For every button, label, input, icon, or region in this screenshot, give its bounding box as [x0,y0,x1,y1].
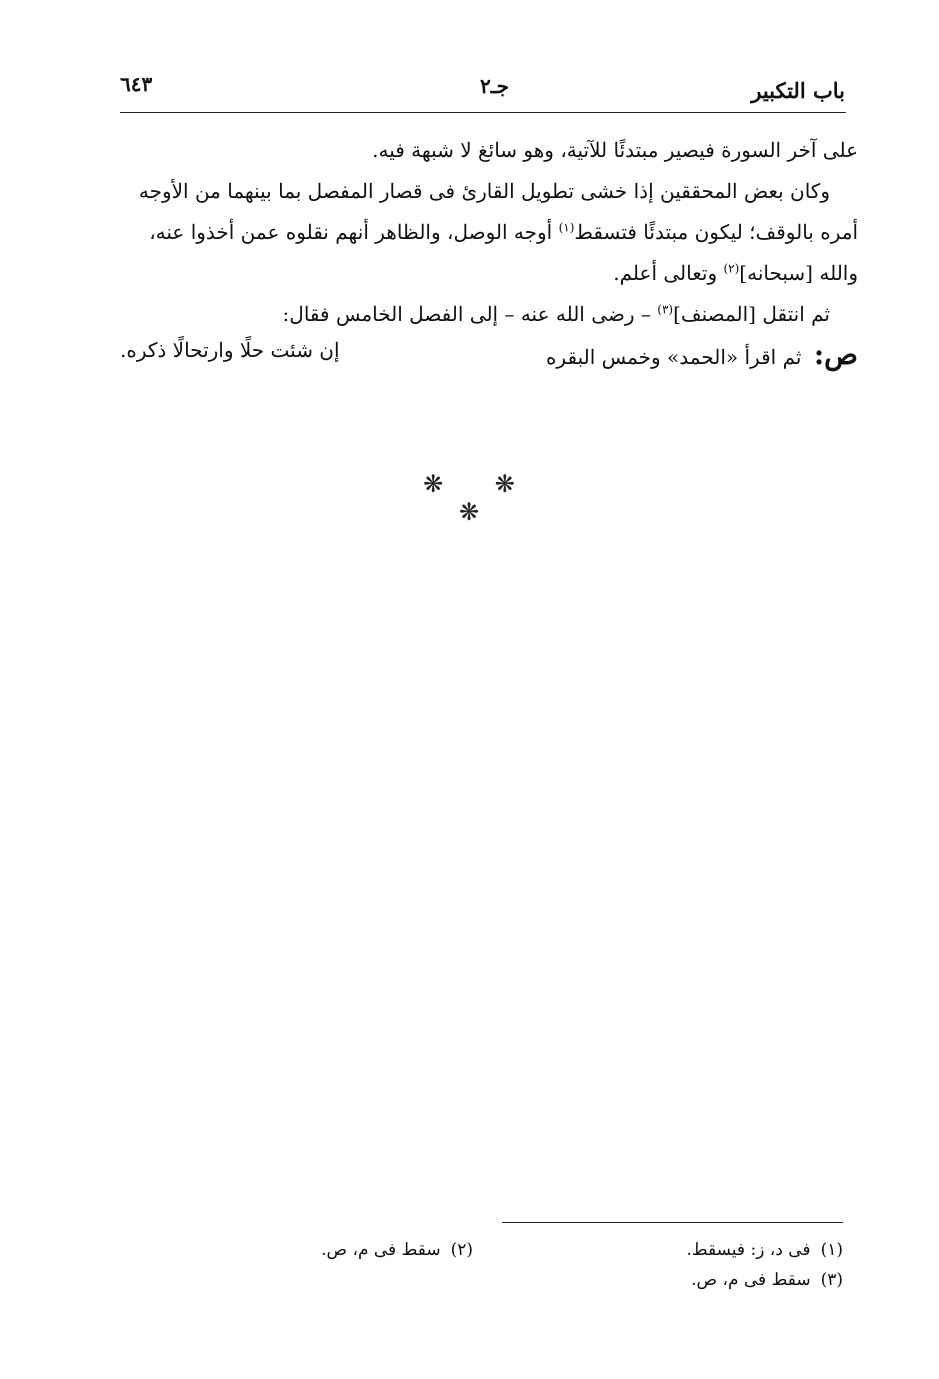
footnote-text: فى د، ز: فيسقط. [686,1240,811,1260]
footnote-number: (٣) [820,1270,843,1290]
verse-first-hemistich: ثم اقرأ «الحمد» وخمس البقره [545,345,802,369]
footnote-3 [691,1270,843,1290]
footnote-text: سقط فى م، ص. [321,1240,441,1260]
verse-marker: ص: [813,338,858,371]
text-line-1: على آخر السورة فيصير مبتدئًا للآتية، وهو سائغ لا شبهة فيه. [372,138,858,162]
text-segment: أوجه الوصل، والظاهر أنهم نقلوه عمن أخذوا عنه، [149,220,559,244]
verse-line [120,338,858,382]
text-segment: ثم انتقل [المصنف] [673,302,830,326]
page-number: ٦٤٣ [120,72,153,96]
footnote-rule [502,1222,843,1223]
text-segment: أمره بالوقف؛ ليكون مبتدئًا فتسقط [574,220,858,244]
page-header [120,72,845,110]
text-line-4 [120,253,858,294]
footnote-ref-1[interactable]: (١) [558,220,575,235]
footnote-2 [321,1240,473,1260]
header-rule [120,112,846,113]
footnote-number: (٢) [450,1240,473,1260]
section-separator-stars: ❋ ❋ ❋ [423,470,537,526]
text-line-2: وكان بعض المحققين إذا خشى تطويل القارئ فى قصار المفصل بما بينهما من الأوجه [138,179,830,203]
text-line-5 [120,294,858,335]
footnote-1 [687,1240,844,1260]
running-title: باب التكبير [751,78,845,103]
text-segment: وتعالى أعلم. [613,261,724,285]
text-line-3 [120,212,858,253]
text-segment: – رضى الله عنه – إلى الفصل الخامس فقال: [282,302,658,326]
verse-second-hemistich: إن شئت حلًا وارتحالًا ذكره. [120,338,340,362]
footnote-ref-3[interactable]: (٣) [657,302,674,317]
text-segment: والله [سبحانه] [739,261,858,285]
footnote-number: (١) [820,1240,843,1260]
footnote-ref-2[interactable]: (٢) [723,261,740,276]
main-text [120,130,858,335]
volume-label: جـ٢ [480,74,509,98]
footnote-text: سقط فى م، ص. [691,1270,811,1290]
